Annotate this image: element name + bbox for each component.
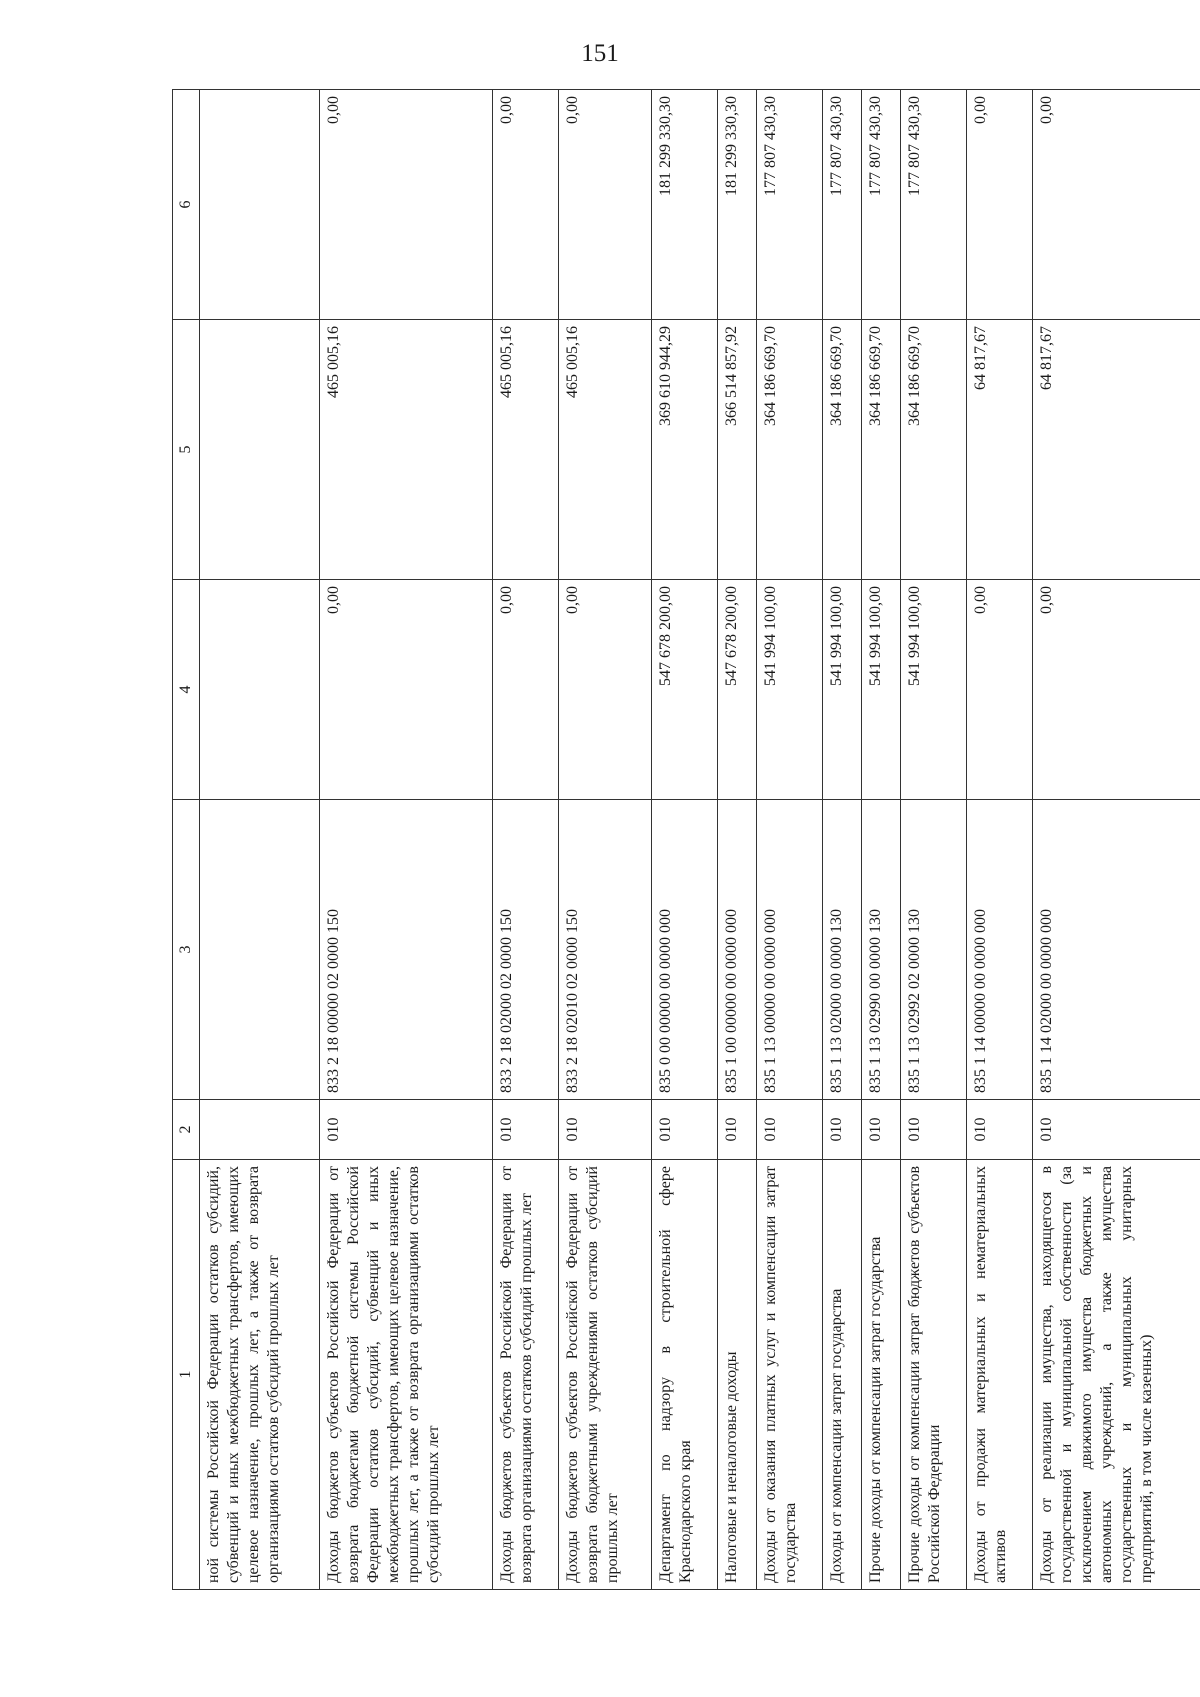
- row-amount-col-6: 0,00: [493, 90, 559, 320]
- row-kbk-code: 833 2 18 00000 02 0000 150: [319, 800, 493, 1100]
- row-kbk-code: 833 2 18 02000 02 0000 150: [493, 800, 559, 1100]
- row-amount-col-6: 177 807 430,30: [823, 90, 862, 320]
- row-amount-col-4: [200, 580, 320, 800]
- table-row: [862, 90, 901, 1590]
- header-col-3: 3: [173, 800, 200, 1100]
- row-amount-col-4: 0,00: [1033, 580, 1200, 800]
- row-code: 010: [823, 1100, 862, 1160]
- row-code: 010: [757, 1100, 823, 1160]
- row-code: 010: [319, 1100, 493, 1160]
- table-row: [493, 90, 559, 1590]
- revenue-table: [172, 89, 1200, 1590]
- row-name: Налоговые и неналоговые доходы: [718, 1160, 757, 1590]
- row-amount-col-4: 0,00: [319, 580, 493, 800]
- rotated-table-container: [172, 90, 1200, 1590]
- row-code: 010: [559, 1100, 652, 1160]
- table-row: [967, 90, 1033, 1590]
- row-amount-col-5: 364 186 669,70: [757, 320, 823, 580]
- row-code: 010: [718, 1100, 757, 1160]
- row-name: Прочие доходы от компенсации затрат бюджетов субъектов Российской Федерации: [901, 1160, 967, 1590]
- row-code: 010: [862, 1100, 901, 1160]
- row-kbk-code: 835 1 13 02992 02 0000 130: [901, 800, 967, 1100]
- row-code: 010: [967, 1100, 1033, 1160]
- row-name: Прочие доходы от компенсации затрат государства: [862, 1160, 901, 1590]
- row-amount-col-5: 369 610 944,29: [652, 320, 718, 580]
- row-amount-col-6: 0,00: [319, 90, 493, 320]
- row-amount-col-5: 465 005,16: [559, 320, 652, 580]
- row-amount-col-5: 64 817,67: [1033, 320, 1200, 580]
- row-amount-col-5: 364 186 669,70: [823, 320, 862, 580]
- row-kbk-code: [200, 800, 320, 1100]
- row-kbk-code: 835 1 14 02000 00 0000 000: [1033, 800, 1200, 1100]
- row-name: Департамент по надзору в строительной сфере Краснодарского края: [652, 1160, 718, 1590]
- row-kbk-code: 835 1 13 00000 00 0000 000: [757, 800, 823, 1100]
- row-name: Доходы бюджетов субъектов Российской Федерации от возврата бюджетными учреждениями остатков субсидий прошлых лет: [559, 1160, 652, 1590]
- row-kbk-code: 835 1 13 02990 00 0000 130: [862, 800, 901, 1100]
- row-amount-col-4: 0,00: [559, 580, 652, 800]
- row-amount-col-6: [200, 90, 320, 320]
- header-col-5: 5: [173, 320, 200, 580]
- table-row: [200, 90, 320, 1590]
- row-amount-col-4: 0,00: [967, 580, 1033, 800]
- header-col-1: 1: [173, 1160, 200, 1590]
- header-col-2: 2: [173, 1100, 200, 1160]
- row-amount-col-6: 177 807 430,30: [862, 90, 901, 320]
- header-col-6: 6: [173, 90, 200, 320]
- row-amount-col-4: 0,00: [493, 580, 559, 800]
- table-row: [319, 90, 493, 1590]
- row-name: Доходы бюджетов субъектов Российской Федерации от возврата бюджетами бюджетной системы Российской Федерации остатков субсидий, субвенций и иных межбюджетных трансфертов, имеющих целевое назначение, прошлых лет, а также от возврата организациями остатков субсидий прошлых лет: [319, 1160, 493, 1590]
- table-row: [901, 90, 967, 1590]
- row-amount-col-5: 465 005,16: [493, 320, 559, 580]
- row-amount-col-5: [200, 320, 320, 580]
- row-code: 010: [652, 1100, 718, 1160]
- table-row: [559, 90, 652, 1590]
- row-amount-col-4: 541 994 100,00: [901, 580, 967, 800]
- row-amount-col-5: 364 186 669,70: [901, 320, 967, 580]
- row-kbk-code: 833 2 18 02010 02 0000 150: [559, 800, 652, 1100]
- row-amount-col-4: 541 994 100,00: [757, 580, 823, 800]
- table-row: [1033, 90, 1200, 1590]
- row-code: [200, 1100, 320, 1160]
- row-name: Доходы бюджетов субъектов Российской Федерации от возврата организациями остатков субсидий прошлых лет: [493, 1160, 559, 1590]
- row-name: Доходы от компенсации затрат государства: [823, 1160, 862, 1590]
- table-row: [757, 90, 823, 1590]
- row-code: 010: [1033, 1100, 1200, 1160]
- row-amount-col-5: 364 186 669,70: [862, 320, 901, 580]
- table-row: [718, 90, 757, 1590]
- row-amount-col-4: 541 994 100,00: [823, 580, 862, 800]
- row-kbk-code: 835 1 14 00000 00 0000 000: [967, 800, 1033, 1100]
- table-row: [823, 90, 862, 1590]
- row-amount-col-5: 64 817,67: [967, 320, 1033, 580]
- page-number: 151: [581, 40, 619, 67]
- row-amount-col-4: 547 678 200,00: [718, 580, 757, 800]
- row-code: 010: [901, 1100, 967, 1160]
- row-name: Доходы от продажи материальных и нематериальных активов: [967, 1160, 1033, 1590]
- row-code: 010: [493, 1100, 559, 1160]
- row-amount-col-6: 181 299 330,30: [652, 90, 718, 320]
- row-name: ной системы Российской Федерации остатков субсидий, субвенций и иных межбюджетных трансфертов, имеющих целевое назначение, прошлых лет, а также от возврата организациями остатков субсидий прошлых лет: [200, 1160, 320, 1590]
- row-amount-col-4: 547 678 200,00: [652, 580, 718, 800]
- row-amount-col-4: 541 994 100,00: [862, 580, 901, 800]
- row-amount-col-6: 0,00: [1033, 90, 1200, 320]
- row-name: Доходы от реализации имущества, находящегося в государственной и муниципальной собственности (за исключением движимого имущества бюджетных и автономных учреждений, а также имущества государственных и муниципальных унитарных предприятий, в том числе казенных): [1033, 1160, 1200, 1590]
- row-amount-col-5: 366 514 857,92: [718, 320, 757, 580]
- row-name: Доходы от оказания платных услуг и компенсации затрат государства: [757, 1160, 823, 1590]
- row-kbk-code: 835 1 00 00000 00 0000 000: [718, 800, 757, 1100]
- table-header-row: [173, 90, 200, 1590]
- row-amount-col-6: 181 299 330,30: [718, 90, 757, 320]
- row-amount-col-5: 465 005,16: [319, 320, 493, 580]
- row-kbk-code: 835 1 13 02000 00 0000 130: [823, 800, 862, 1100]
- row-amount-col-6: 177 807 430,30: [757, 90, 823, 320]
- header-col-4: 4: [173, 580, 200, 800]
- row-amount-col-6: 177 807 430,30: [901, 90, 967, 320]
- table-row: [652, 90, 718, 1590]
- row-kbk-code: 835 0 00 00000 00 0000 000: [652, 800, 718, 1100]
- row-amount-col-6: 0,00: [559, 90, 652, 320]
- row-amount-col-6: 0,00: [967, 90, 1033, 320]
